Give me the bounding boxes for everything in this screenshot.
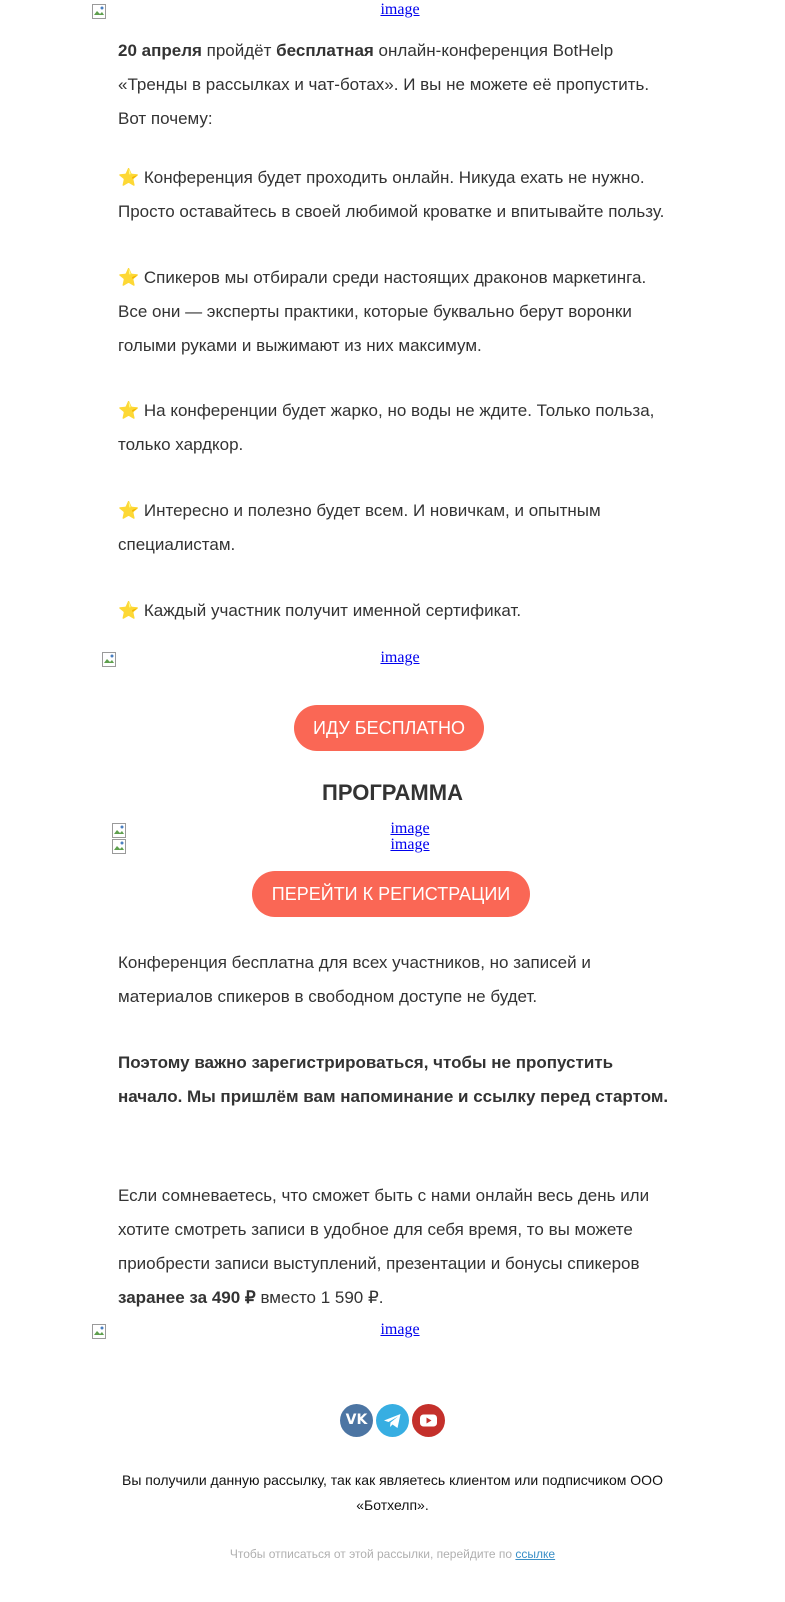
info-paragraph-3 (118, 1179, 678, 1315)
info-paragraph-1: Конференция бесплатна для всех участников, но записей и материалов спикеров в свободном доступе не будет. (118, 953, 591, 1006)
header-image[interactable] (92, 1, 708, 19)
telegram-plane-icon (376, 1404, 409, 1437)
bullet-3-text: На конференции будет жарко, но воды не ждите. Только польза, только хардкор. (118, 401, 655, 454)
star-icon: ⭐ (118, 268, 140, 287)
intro-text-1: пройдёт (201, 41, 277, 60)
footer-image-alt[interactable]: image (380, 1321, 420, 1338)
footer-image[interactable] (92, 1321, 708, 1339)
banner-image[interactable] (102, 649, 698, 667)
youtube-play-icon (412, 1404, 445, 1437)
unsubscribe-text: Чтобы отписаться от этой рассылки, перейдите по (229, 1547, 516, 1561)
bullet-4 (118, 494, 678, 562)
unsubscribe-line (0, 1547, 785, 1561)
vk-icon[interactable] (340, 1404, 373, 1437)
info-paragraph-2: Поэтому важно зарегистрироваться, чтобы не пропустить начало. Мы пришлём вам напоминание и ссылку перед стартом. (118, 1053, 669, 1106)
bullet-2-text: Спикеров мы отбирали среди настоящих драконов маркетинга. Все они — эксперты практики, которые буквально берут воронки голыми руками и выжимают из них максимум. (118, 268, 647, 355)
bullet-2 (118, 261, 678, 363)
program-image-1-alt[interactable]: image (390, 820, 430, 837)
bullet-1 (118, 161, 678, 229)
bullet-4-text: Интересно и полезно будет всем. И новичкам, и опытным специалистам. (118, 501, 601, 554)
program-image-2[interactable] (112, 836, 708, 854)
star-icon: ⭐ (118, 168, 140, 187)
info-paragraph-3-text: Если сомневаетесь, что сможет быть с нами онлайн весь день или хотите смотреть записи в удобное для себя время, то вы можете приобрести записи выступлений, презентации и бонусы спикеров (118, 1186, 650, 1273)
bullet-1-text: Конференция будет проходить онлайн. Никуда ехать не нужно. Просто оставайтесь в своей любимой кроватке и впитывайте пользу. (118, 168, 665, 221)
program-title: ПРОГРАММА (322, 780, 463, 805)
header-image-alt[interactable]: image (380, 1, 420, 18)
star-icon: ⭐ (118, 401, 140, 420)
intro-free: бесплатная (276, 41, 374, 60)
register-button[interactable]: ПЕРЕЙТИ К РЕГИСТРАЦИИ (252, 871, 530, 917)
program-image-2-alt[interactable]: image (390, 836, 430, 853)
info-paragraph-3-end: вместо 1 590 ₽. (255, 1288, 384, 1307)
footer-note: Вы получили данную рассылку, так как являетесь клиентом или подписчиком ООО «Ботхелп». (122, 1472, 663, 1513)
bullet-5-text: Каждый участник получит именной сертификат. (139, 601, 522, 620)
vk-icon-label: VK (345, 1412, 368, 1428)
intro-paragraph (118, 34, 678, 136)
unsubscribe-link[interactable]: ссылке (515, 1547, 556, 1561)
go-free-button[interactable]: ИДУ БЕСПЛАТНО (294, 705, 484, 751)
star-icon: ⭐ (118, 601, 140, 620)
bullet-5 (118, 594, 678, 628)
intro-date: 20 апреля (118, 41, 202, 60)
star-icon: ⭐ (118, 501, 140, 520)
price-highlight: заранее за 490 ₽ (118, 1288, 256, 1307)
bullet-3 (118, 394, 678, 462)
intro-text-2: онлайн-конференция BotHelp «Тренды в рассылках и чат-ботах». И вы не можете её пропустить. Вот почему: (118, 41, 650, 128)
telegram-icon[interactable] (376, 1404, 409, 1437)
banner-image-alt[interactable]: image (380, 649, 420, 666)
youtube-icon[interactable] (412, 1404, 445, 1437)
